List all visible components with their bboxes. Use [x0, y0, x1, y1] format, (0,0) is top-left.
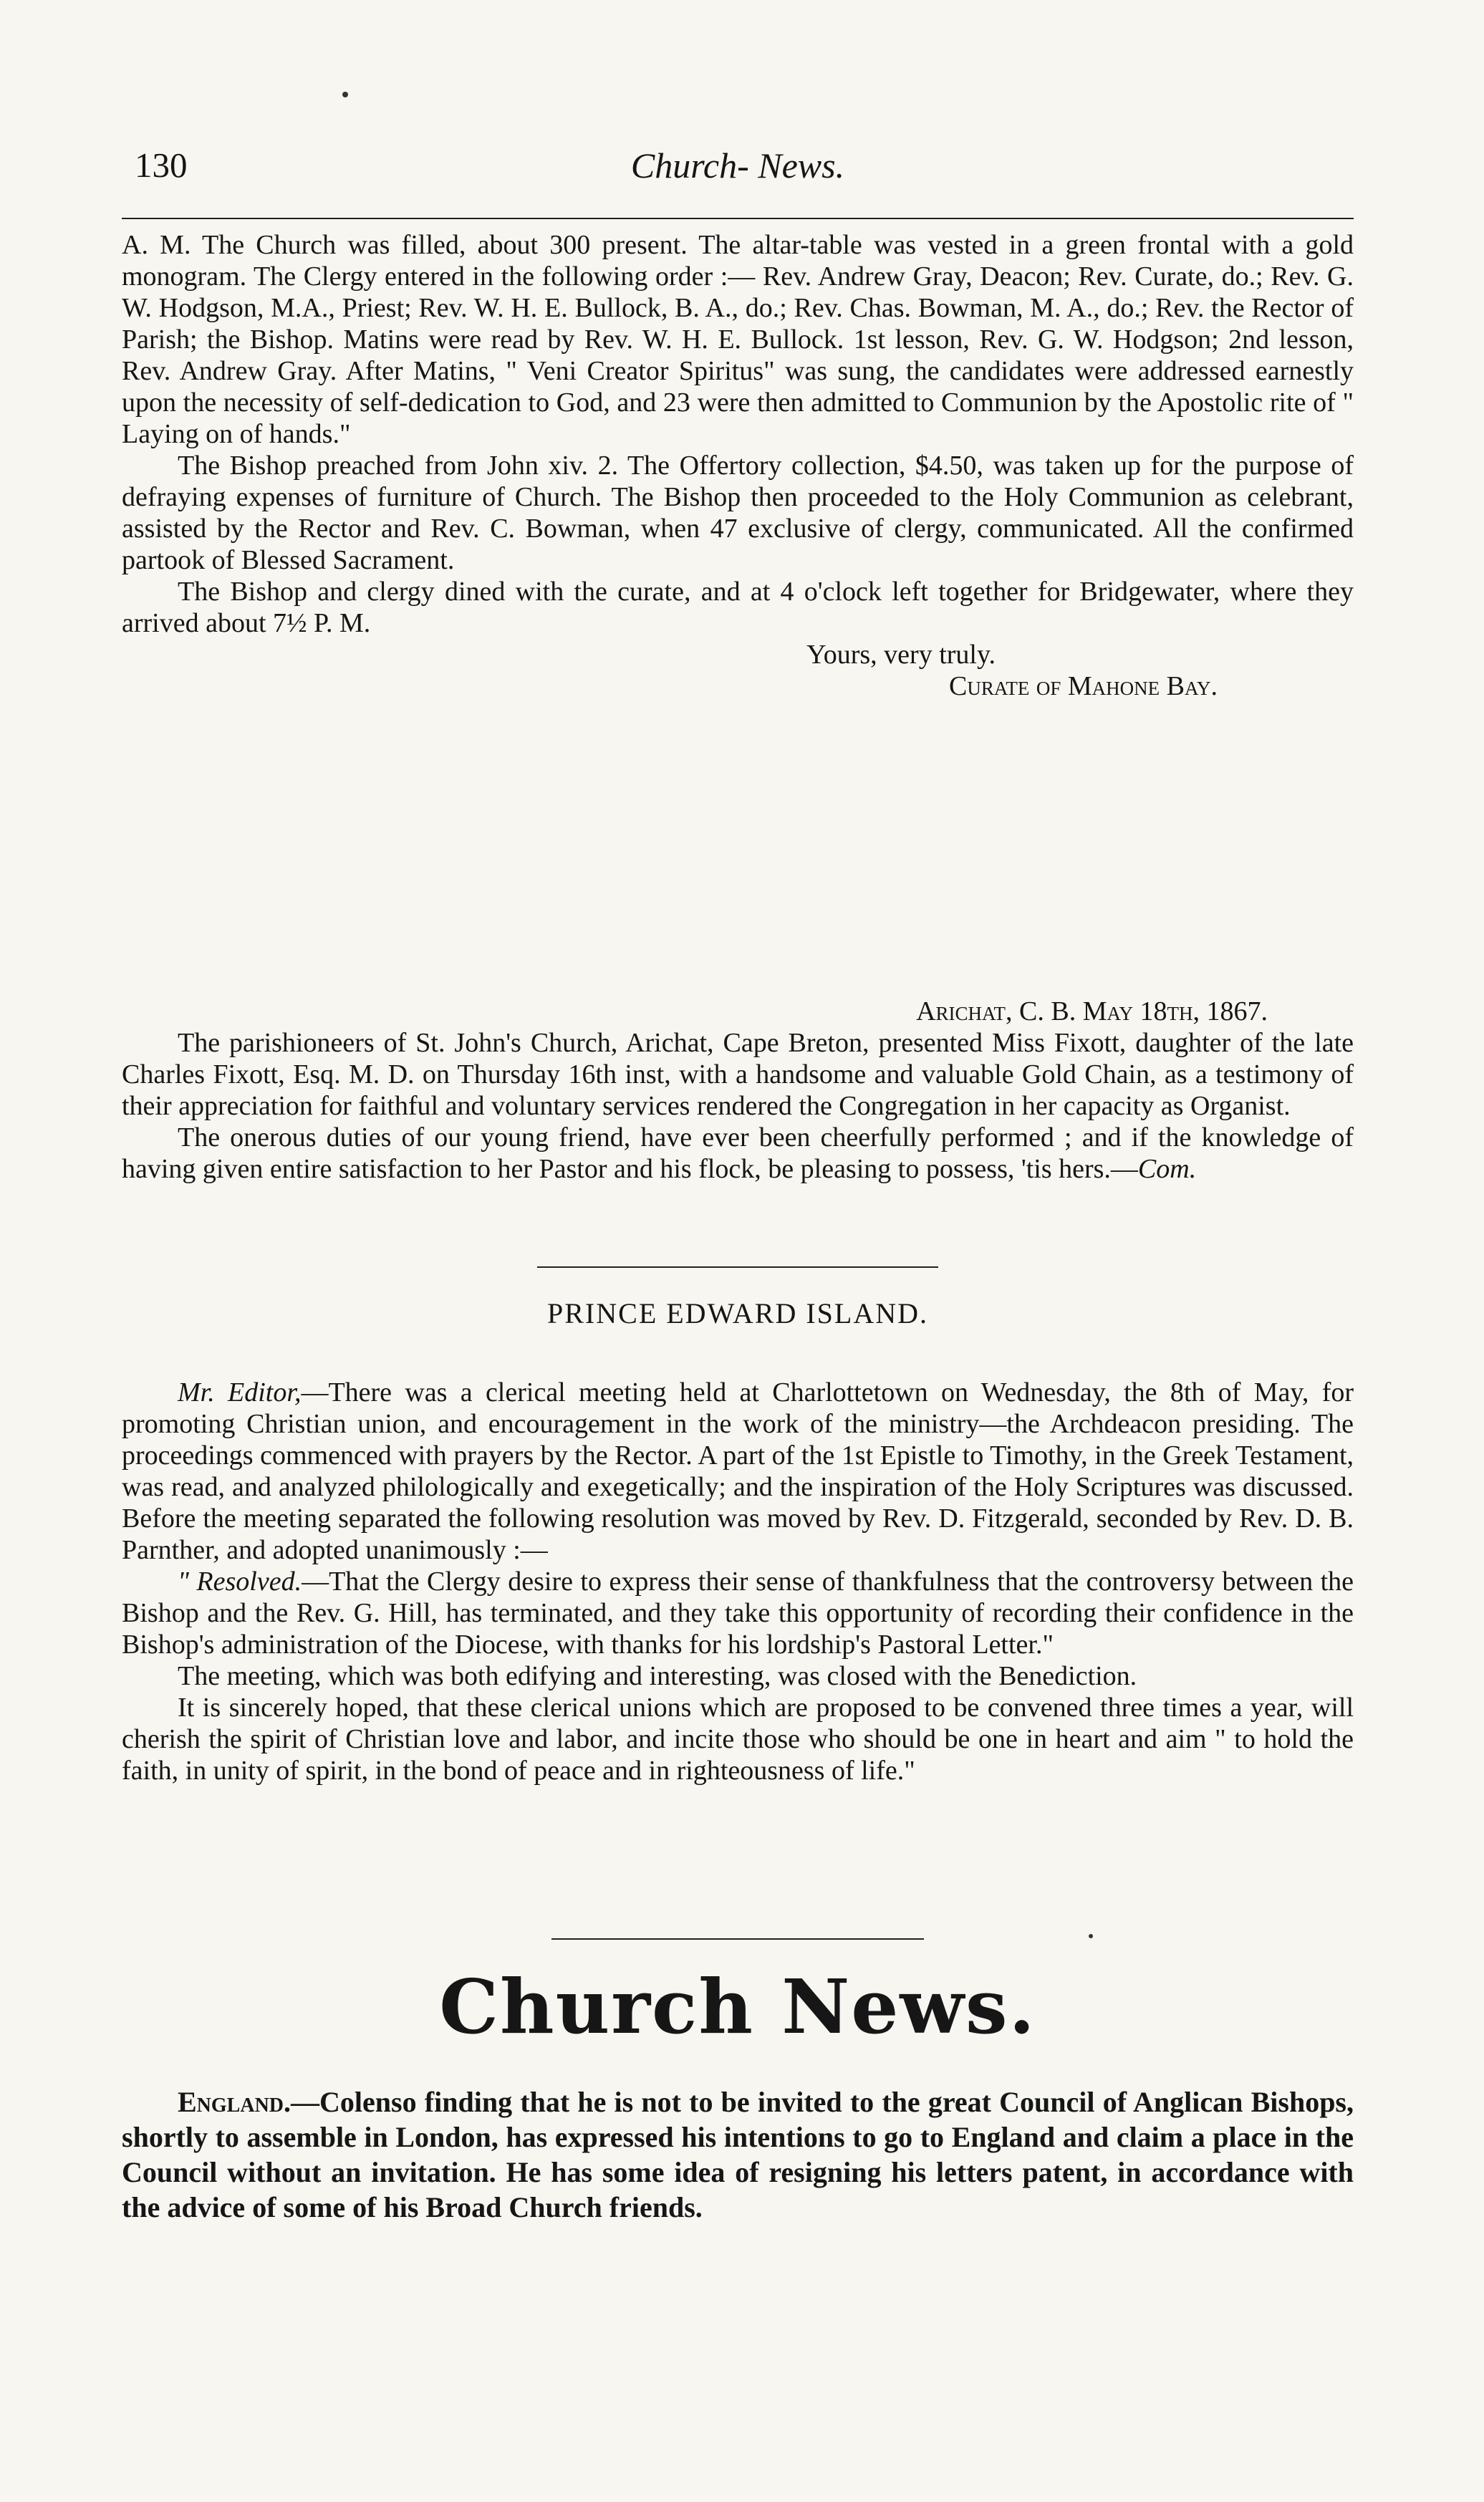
- section-rule: [122, 1266, 1354, 1268]
- paragraph: [122, 1566, 1354, 1660]
- paragraph: The Bishop and clergy dined with the curate, and at 4 o'clock left together for Bridgewater, where they arrived about 7½ P. M.: [122, 577, 1354, 638]
- header-rule: [122, 218, 1354, 219]
- dateline: Arichat, C. B. May 18th, 1867.: [916, 996, 1268, 1026]
- paragraph-text: —Colenso finding that he is not to be invited to the great Council of Anglican Bishops, shortly to assemble in London, has expressed his intentions to go to England and claim a place in the Council without an invitation. He has some idea of resigning his letters patent, in accordance with the advice of some of his Broad Church friends.: [122, 2086, 1354, 2223]
- resolved-label: " Resolved.: [178, 1567, 302, 1597]
- pei-section: [122, 1296, 1354, 1330]
- paragraph-text: —That the Clergy desire to express their sense of thankfulness that the controversy between the Bishop and the Rev. G. Hill, has terminated, and they take this opportunity of recording their confidence in the Bishop's administration of the Diocese, with thanks for his lordship's Pastoral Letter.": [122, 1567, 1354, 1660]
- paragraph: The parishioneers of St. John's Church, Arichat, Cape Breton, presented Miss Fixott, daughter of the late Charles Fixott, Esq. M. D. on Thursday 16th inst, with a handsome and valuable Gold Chain, as a testimony of their appreciation for faithful and voluntary services rendered the Congregation in her capacity as Organist.: [122, 1028, 1354, 1121]
- section-heading: PRINCE EDWARD ISLAND.: [547, 1297, 928, 1329]
- church-news-heading-block: [122, 1963, 1354, 2051]
- mahone-bay-letter: [122, 229, 1354, 702]
- lead-word: England.: [178, 2086, 292, 2118]
- pei-letter: [122, 1377, 1354, 1786]
- paragraph: It is sincerely hoped, that these clerical unions which are proposed to be convened three times a year, will cherish the spirit of Christian love and labor, and incite those who should be one in heart and aim " to hold the faith, in unity of spirit, in the bond of peace and in righteousness of life.": [122, 1693, 1354, 1786]
- letter-signature: Curate of Mahone Bay.: [949, 671, 1218, 701]
- print-speck: [342, 92, 348, 97]
- signoff: Com.: [1137, 1154, 1197, 1184]
- church-news-heading: Church News.: [439, 1963, 1036, 2051]
- paragraph: A. M. The Church was filled, about 300 present. The altar-table was vested in a green frontal with a gold monogram. The Clergy entered in the following order :— Rev. Andrew Gray, Deacon; Rev. Curate, do.; Rev. G. W. Hodgson, M.A., Priest; Rev. W. H. E. Bullock, B. A., do.; Rev. Chas. Bowman, M. A., do.; Rev. the Rector of Parish; the Bishop. Matins were read by Rev. W. H. E. Bullock. 1st lesson, Rev. G. W. Hodgson; 2nd lesson, Rev. Andrew Gray. After Matins, " Veni Creator Spiritus" was sung, the candidates were addressed earnestly upon the necessity of self-dedication to God, and 23 were then admitted to Communion by the Apostolic rite of " Laying on of hands.": [122, 230, 1354, 449]
- arichat-notice: [122, 996, 1354, 1185]
- paragraph: The meeting, which was both edifying and interesting, was closed with the Benediction.: [178, 1661, 1137, 1691]
- paragraph: [122, 1377, 1354, 1566]
- paragraph: The Bishop preached from John xiv. 2. The Offertory collection, $4.50, was taken up for the purpose of defraying expenses of furniture of Church. The Bishop then proceeded to the Holy Communion as celebrant, assisted by the Rector and Rev. C. Bowman, when 47 exclusive of clergy, communicated. All the confirmed partook of Blessed Sacrament.: [122, 451, 1354, 575]
- running-head: [122, 107, 1354, 186]
- paragraph: [122, 2084, 1354, 2225]
- paragraph: [122, 1122, 1354, 1185]
- paragraph-text: The onerous duties of our young friend, have ever been cheerfully performed ; and if the knowledge of having given entire satisfaction to her Pastor and his flock, be pleasing to possess, 'tis hers.—: [122, 1122, 1354, 1184]
- paragraph-text: —There was a clerical meeting held at Charlottetown on Wednesday, the 8th of May, for promoting Christian union, and encouragement in the work of the ministry—the Archdeacon presiding. The proceedings commenced with prayers by the Rector. A part of the 1st Epistle to Timothy, in the Greek Testament, was read, and analyzed philologically and exegetically; and the inspiration of the Holy Scriptures was discussed. Before the meeting separated the following resolution was moved by Rev. D. Fitzgerald, seconded by Rev. D. B. Parnther, and adopted unanimously :—: [122, 1377, 1354, 1565]
- page-number: 130: [135, 145, 188, 185]
- church-news-england: [122, 2084, 1354, 2225]
- page: [122, 107, 1354, 2223]
- letter-closing: Yours, very truly.: [806, 640, 996, 670]
- salutation: Mr. Editor,: [178, 1377, 302, 1408]
- section-rule: [122, 1938, 1354, 1940]
- running-title: Church- News.: [630, 145, 845, 186]
